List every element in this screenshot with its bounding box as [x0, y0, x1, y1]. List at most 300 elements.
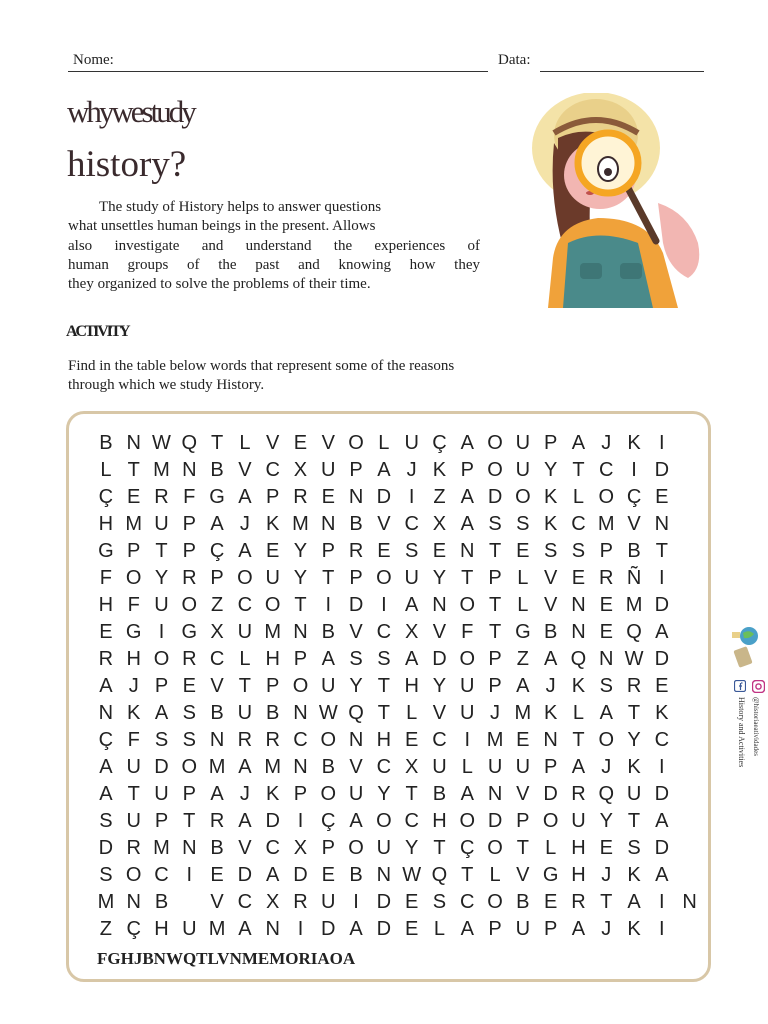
wordsearch-letter[interactable]: K [543, 486, 558, 508]
wordsearch-letter[interactable]: L [517, 594, 529, 616]
wordsearch-letter[interactable]: B [266, 702, 280, 724]
wordsearch-letter[interactable]: G [98, 540, 114, 562]
wordsearch-letter[interactable]: W [624, 648, 644, 670]
wordsearch-letter[interactable]: I [659, 918, 665, 940]
wordsearch-letter[interactable]: D [154, 756, 169, 778]
wordsearch-letter[interactable]: X [210, 621, 224, 643]
wordsearch-letter[interactable]: P [154, 675, 169, 697]
wordsearch-letter[interactable]: U [154, 594, 169, 616]
wordsearch-letter[interactable]: O [348, 837, 364, 859]
wordsearch-letter[interactable]: U [154, 783, 169, 805]
wordsearch-letter[interactable]: U [515, 756, 531, 778]
wordsearch-letter[interactable]: O [487, 459, 503, 481]
wordsearch-letter[interactable]: B [210, 459, 224, 481]
wordsearch-letter[interactable]: X [266, 891, 280, 913]
wordsearch-letter[interactable]: D [237, 864, 253, 886]
wordsearch-letter[interactable]: E [321, 864, 335, 886]
wordsearch-letter[interactable]: A [321, 648, 335, 670]
wordsearch-letter[interactable]: V [543, 594, 558, 616]
wordsearch-letter[interactable]: O [376, 810, 392, 832]
wordsearch-letter[interactable]: V [377, 513, 391, 535]
wordsearch-letter[interactable]: S [404, 540, 419, 562]
wordsearch-letter[interactable]: E [404, 918, 419, 940]
wordsearch-letter[interactable]: X [432, 513, 447, 535]
wordsearch-letter[interactable]: P [266, 486, 280, 508]
wordsearch-letter[interactable]: L [239, 432, 251, 454]
wordsearch-letter[interactable]: P [293, 648, 308, 670]
wordsearch-letter[interactable]: M [264, 756, 282, 778]
wordsearch-letter[interactable]: P [543, 432, 558, 454]
wordsearch-letter[interactable]: R [626, 675, 642, 697]
wordsearch-letter[interactable]: O [542, 810, 559, 832]
wordsearch-letter[interactable]: T [600, 891, 613, 913]
wordsearch-letter[interactable]: T [294, 594, 307, 616]
wordsearch-letter[interactable]: T [127, 783, 140, 805]
wordsearch-letter[interactable]: Y [349, 675, 363, 697]
wordsearch-letter[interactable]: V [266, 432, 280, 454]
wordsearch-letter[interactable]: O [264, 594, 281, 616]
wordsearch-letter[interactable]: A [543, 648, 558, 670]
wordsearch-letter[interactable]: P [321, 540, 335, 562]
wordsearch-letter[interactable]: D [487, 810, 503, 832]
wordsearch-letter[interactable]: U [432, 756, 447, 778]
wordsearch-letter[interactable]: E [266, 540, 280, 562]
wordsearch-letter[interactable]: V [432, 702, 447, 724]
wordsearch-letter[interactable]: K [266, 513, 280, 535]
wordsearch-letter[interactable]: P [488, 567, 502, 589]
wordsearch-letter[interactable]: C [154, 864, 169, 886]
wordsearch-letter[interactable]: R [182, 648, 197, 670]
wordsearch-letter[interactable]: M [514, 702, 532, 724]
wordsearch-letter[interactable]: E [599, 594, 613, 616]
wordsearch-letter[interactable]: A [404, 594, 419, 616]
wordsearch-letter[interactable]: B [432, 783, 447, 805]
wordsearch-letter[interactable]: P [488, 918, 502, 940]
wordsearch-letter[interactable]: N [293, 702, 308, 724]
wordsearch-letter[interactable]: U [515, 459, 531, 481]
wordsearch-letter[interactable]: M [264, 621, 282, 643]
wordsearch-letter[interactable]: D [293, 864, 308, 886]
wordsearch-letter[interactable]: P [321, 837, 335, 859]
wordsearch-letter[interactable]: A [460, 486, 474, 508]
wordsearch-letter[interactable]: E [404, 891, 419, 913]
wordsearch-letter[interactable]: S [627, 837, 641, 859]
wordsearch-letter[interactable]: N [98, 702, 114, 724]
wordsearch-letter[interactable]: M [153, 459, 170, 481]
wordsearch-letter[interactable]: T [461, 567, 474, 589]
wordsearch-letter[interactable]: A [599, 702, 613, 724]
wordsearch-letter[interactable]: B [627, 540, 641, 562]
wordsearch-letter[interactable]: P [127, 540, 141, 562]
wordsearch-letter[interactable]: P [349, 459, 363, 481]
wordsearch-letter[interactable]: A [571, 756, 586, 778]
wordsearch-letter[interactable]: Q [626, 621, 642, 643]
wordsearch-letter[interactable]: T [127, 459, 140, 481]
wordsearch-letter[interactable]: I [408, 486, 415, 508]
wordsearch-letter[interactable]: I [659, 891, 665, 913]
wordsearch-letter[interactable]: H [376, 729, 392, 751]
wordsearch-letter[interactable]: A [404, 648, 419, 670]
wordsearch-letter[interactable]: U [154, 513, 169, 535]
wordsearch-letter[interactable]: E [404, 729, 419, 751]
wordsearch-letter[interactable]: L [489, 864, 501, 886]
wordsearch-letter[interactable]: N [376, 864, 392, 886]
wordsearch-letter[interactable]: N [293, 621, 308, 643]
wordsearch-letter[interactable]: R [265, 729, 280, 751]
wordsearch-letter[interactable]: X [404, 621, 419, 643]
wordsearch-letter[interactable]: P [154, 810, 169, 832]
wordsearch-letter[interactable]: K [571, 675, 586, 697]
wordsearch-letter[interactable]: K [627, 918, 641, 940]
wordsearch-letter[interactable]: R [98, 648, 114, 670]
wordsearch-letter[interactable]: O [292, 675, 309, 697]
wordsearch-letter[interactable]: D [432, 648, 447, 670]
wordsearch-letter[interactable]: S [182, 729, 196, 751]
wordsearch-letter[interactable]: K [627, 432, 641, 454]
wordsearch-letter[interactable]: F [99, 567, 112, 589]
wordsearch-letter[interactable]: O [125, 567, 142, 589]
wordsearch-letter[interactable]: L [433, 918, 446, 940]
wordsearch-letter[interactable]: N [654, 513, 670, 535]
wordsearch-letter[interactable]: P [349, 567, 363, 589]
wordsearch-letter[interactable]: D [654, 648, 670, 670]
wordsearch-letter[interactable]: K [127, 702, 141, 724]
wordsearch-letter[interactable]: I [297, 810, 304, 832]
wordsearch-letter[interactable]: T [627, 702, 641, 724]
wordsearch-letter[interactable]: C [571, 513, 586, 535]
wordsearch-letter[interactable]: I [659, 432, 665, 454]
wordsearch-letter[interactable]: R [348, 540, 364, 562]
wordsearch-letter[interactable]: P [488, 648, 502, 670]
wordsearch-letter[interactable]: O [320, 729, 337, 751]
wordsearch-letter[interactable]: N [265, 918, 280, 940]
wordsearch-letter[interactable]: I [381, 594, 387, 616]
wordsearch-letter[interactable]: M [597, 513, 615, 535]
wordsearch-letter[interactable]: S [99, 810, 113, 832]
wordsearch-letter[interactable]: C [209, 648, 225, 670]
wordsearch-letter[interactable]: E [655, 486, 669, 508]
wordsearch-letter[interactable]: G [515, 621, 531, 643]
wordsearch-letter[interactable]: A [266, 864, 280, 886]
wordsearch-letter[interactable]: E [599, 837, 613, 859]
wordsearch-letter[interactable]: I [659, 567, 665, 589]
wordsearch-letter[interactable]: D [98, 837, 114, 859]
wordsearch-letter[interactable]: P [182, 513, 196, 535]
wordsearch-letter[interactable]: Y [377, 783, 391, 805]
wordsearch-letter[interactable]: R [182, 567, 197, 589]
wordsearch-letter[interactable]: X [293, 837, 308, 859]
wordsearch-letter[interactable]: A [655, 810, 669, 832]
wordsearch-letter[interactable]: B [516, 891, 530, 913]
wordsearch-letter[interactable]: E [543, 891, 558, 913]
wordsearch-letter[interactable]: Ç [98, 729, 114, 751]
wordsearch-letter[interactable]: N [432, 594, 447, 616]
wordsearch-letter[interactable]: M [625, 594, 643, 616]
wordsearch-letter[interactable]: O [348, 432, 364, 454]
wordsearch-letter[interactable]: O [125, 864, 142, 886]
wordsearch-letter[interactable]: T [488, 621, 502, 643]
wordsearch-letter[interactable]: T [405, 783, 418, 805]
wordsearch-letter[interactable]: L [545, 837, 557, 859]
wordsearch-letter[interactable]: J [545, 675, 556, 697]
wordsearch-letter[interactable]: I [158, 621, 165, 643]
wordsearch-letter[interactable]: L [461, 756, 473, 778]
wordsearch-letter[interactable]: W [152, 432, 171, 454]
wordsearch-letter[interactable]: U [404, 567, 419, 589]
wordsearch-letter[interactable]: E [99, 621, 113, 643]
wordsearch-letter[interactable]: C [599, 459, 614, 481]
wordsearch-letter[interactable]: A [99, 675, 113, 697]
wordsearch-letter[interactable]: O [515, 486, 531, 508]
wordsearch-letter[interactable]: I [659, 756, 665, 778]
wordsearch-letter[interactable]: D [654, 837, 670, 859]
wordsearch-letter[interactable]: S [571, 540, 586, 562]
wordsearch-letter[interactable]: I [631, 459, 637, 481]
wordsearch-letter[interactable]: U [376, 837, 392, 859]
wordsearch-letter[interactable]: N [543, 729, 558, 751]
wordsearch-letter[interactable]: C [265, 837, 280, 859]
wordsearch-letter[interactable]: X [293, 459, 308, 481]
wordsearch-letter[interactable]: V [516, 783, 530, 805]
wordsearch-letter[interactable]: A [154, 702, 169, 724]
wordsearch-letter[interactable]: Y [432, 675, 447, 697]
wordsearch-letter[interactable]: A [571, 918, 586, 940]
wordsearch-letter[interactable]: S [349, 648, 363, 670]
wordsearch-letter[interactable]: K [266, 783, 280, 805]
wordsearch-letter[interactable]: D [654, 594, 670, 616]
wordsearch-letter[interactable]: A [516, 675, 530, 697]
wordsearch-letter[interactable]: N [599, 648, 614, 670]
wordsearch-letter[interactable]: Ç [98, 486, 114, 508]
wordsearch-letter[interactable]: U [515, 432, 531, 454]
wordsearch-letter[interactable]: R [209, 810, 225, 832]
wordsearch-letter[interactable]: A [460, 513, 474, 535]
wordsearch-letter[interactable]: E [571, 567, 586, 589]
wordsearch-letter[interactable]: Z [210, 594, 224, 616]
wordsearch-letter[interactable]: B [99, 432, 113, 454]
wordsearch-letter[interactable]: R [599, 567, 614, 589]
wordsearch-letter[interactable]: O [376, 567, 392, 589]
wordsearch-letter[interactable]: N [682, 891, 697, 913]
wordsearch-letter[interactable]: U [460, 702, 475, 724]
wordsearch-letter[interactable]: H [98, 513, 114, 535]
wordsearch-letter[interactable]: A [460, 432, 474, 454]
wordsearch-letter[interactable]: I [353, 891, 359, 913]
wordsearch-letter[interactable]: P [293, 783, 308, 805]
wordsearch-letter[interactable]: O [598, 486, 615, 508]
wordsearch-letter[interactable]: B [543, 621, 558, 643]
wordsearch-letter[interactable]: M [292, 513, 309, 535]
wordsearch-letter[interactable]: O [487, 432, 503, 454]
wordsearch-letter[interactable]: H [404, 675, 419, 697]
wordsearch-letter[interactable]: A [99, 756, 113, 778]
wordsearch-letter[interactable]: H [126, 648, 141, 670]
wordsearch-letter[interactable]: C [237, 594, 253, 616]
wordsearch-letter[interactable]: L [572, 486, 584, 508]
wordsearch-letter[interactable]: T [377, 675, 390, 697]
wordsearch-letter[interactable]: Z [99, 918, 112, 940]
wordsearch-letter[interactable]: T [516, 837, 529, 859]
wordsearch-letter[interactable]: L [406, 702, 418, 724]
wordsearch-letter[interactable]: V [516, 864, 530, 886]
wordsearch-letter[interactable]: B [210, 702, 224, 724]
wordsearch-letter[interactable]: M [208, 918, 226, 940]
wordsearch-letter[interactable]: A [238, 486, 252, 508]
wordsearch-letter[interactable]: V [543, 567, 558, 589]
wordsearch-letter[interactable]: Y [404, 837, 419, 859]
wordsearch-letter[interactable]: E [127, 486, 141, 508]
wordsearch-letter[interactable]: R [571, 783, 586, 805]
wordsearch-letter[interactable]: L [239, 648, 251, 670]
wordsearch-letter[interactable]: B [154, 891, 169, 913]
wordsearch-letter[interactable]: S [543, 540, 558, 562]
wordsearch-letter[interactable]: L [517, 567, 529, 589]
wordsearch-letter[interactable]: Q [181, 432, 198, 454]
wordsearch-letter[interactable]: K [627, 864, 641, 886]
wordsearch-letter[interactable]: U [404, 432, 419, 454]
wordsearch-letter[interactable]: P [210, 567, 224, 589]
wordsearch-letter[interactable]: P [516, 810, 530, 832]
wordsearch-letter[interactable]: R [571, 891, 586, 913]
wordsearch-letter[interactable]: R [293, 891, 308, 913]
wordsearch-letter[interactable]: G [542, 864, 559, 886]
wordsearch-letter[interactable]: N [126, 891, 141, 913]
wordsearch-letter[interactable]: C [460, 891, 475, 913]
wordsearch-letter[interactable]: I [464, 729, 471, 751]
wordsearch-letter[interactable]: T [488, 594, 502, 616]
wordsearch-letter[interactable]: U [321, 891, 336, 913]
wordsearch-letter[interactable]: U [626, 783, 642, 805]
wordsearch-letter[interactable]: U [515, 918, 531, 940]
wordsearch-letter[interactable]: P [182, 540, 196, 562]
wordsearch-letter[interactable]: F [127, 729, 140, 751]
wordsearch-letter[interactable]: K [627, 756, 641, 778]
wordsearch-letter[interactable]: B [321, 621, 335, 643]
wordsearch-letter[interactable]: J [406, 459, 417, 481]
wordsearch-letter[interactable]: T [210, 432, 224, 454]
wordsearch-letter[interactable]: D [265, 810, 280, 832]
wordsearch-letter[interactable]: R [293, 486, 308, 508]
wordsearch-letter[interactable]: N [571, 594, 586, 616]
wordsearch-letter[interactable]: T [627, 810, 641, 832]
wordsearch-letter[interactable]: A [238, 540, 252, 562]
wordsearch-letter[interactable]: J [601, 432, 612, 454]
wordsearch-letter[interactable]: Y [293, 540, 308, 562]
wordsearch-letter[interactable]: J [601, 918, 612, 940]
wordsearch-letter[interactable]: O [320, 783, 337, 805]
wordsearch-letter[interactable]: Y [154, 567, 169, 589]
wordsearch-letter[interactable]: U [348, 783, 364, 805]
wordsearch-letter[interactable]: F [127, 594, 140, 616]
wordsearch-letter[interactable]: U [321, 459, 336, 481]
wordsearch-letter[interactable]: A [655, 864, 669, 886]
wordsearch-letter[interactable]: E [432, 540, 447, 562]
wordsearch-letter[interactable]: C [237, 891, 253, 913]
wordsearch-letter[interactable]: A [210, 783, 224, 805]
wordsearch-letter[interactable]: E [599, 621, 613, 643]
wordsearch-letter[interactable]: Q [348, 702, 364, 724]
wordsearch-letter[interactable]: M [153, 837, 170, 859]
wordsearch-letter[interactable]: Y [432, 567, 447, 589]
wordsearch-letter[interactable]: S [488, 513, 502, 535]
wordsearch-letter[interactable]: X [404, 756, 419, 778]
wordsearch-letter[interactable]: T [377, 702, 390, 724]
wordsearch-letter[interactable]: J [128, 675, 139, 697]
wordsearch-letter[interactable]: A [99, 783, 113, 805]
wordsearch-letter[interactable]: B [210, 837, 224, 859]
wordsearch-letter[interactable]: B [349, 513, 363, 535]
wordsearch-letter[interactable]: D [376, 486, 392, 508]
wordsearch-letter[interactable]: C [404, 513, 419, 535]
wordsearch-letter[interactable]: K [655, 702, 669, 724]
wordsearch-letter[interactable]: N [321, 513, 336, 535]
wordsearch-letter[interactable]: H [98, 594, 114, 616]
wordsearch-letter[interactable]: Ç [626, 486, 642, 508]
wordsearch-letter[interactable]: T [155, 540, 168, 562]
wordsearch-letter[interactable]: H [432, 810, 447, 832]
wordsearch-letter[interactable]: D [321, 918, 336, 940]
wordsearch-letter[interactable]: Z [433, 486, 446, 508]
wordsearch-letter[interactable]: K [543, 513, 558, 535]
wordsearch-letter[interactable]: A [210, 513, 224, 535]
wordsearch-letter[interactable]: D [654, 459, 670, 481]
wordsearch-letter[interactable]: E [182, 675, 196, 697]
wordsearch-letter[interactable]: L [572, 702, 584, 724]
wordsearch-letter[interactable]: P [182, 783, 196, 805]
wordsearch-letter[interactable]: Y [293, 567, 308, 589]
wordsearch-letter[interactable]: A [349, 918, 363, 940]
wordsearch-letter[interactable]: T [655, 540, 668, 562]
wordsearch-letter[interactable]: Ç [126, 918, 141, 940]
wordsearch-letter[interactable]: V [321, 432, 335, 454]
wordsearch-letter[interactable]: N [571, 621, 586, 643]
wordsearch-letter[interactable]: J [601, 756, 612, 778]
wordsearch-letter[interactable]: D [487, 486, 503, 508]
wordsearch-letter[interactable]: E [516, 540, 530, 562]
wordsearch-letter[interactable]: V [627, 513, 641, 535]
wordsearch-letter[interactable]: U [265, 567, 280, 589]
wordsearch-letter[interactable]: D [348, 594, 364, 616]
wordsearch-letter[interactable]: A [627, 891, 641, 913]
wordsearch-letter[interactable]: Q [598, 783, 615, 805]
wordsearch-letter[interactable]: O [459, 648, 476, 670]
wordsearch-letter[interactable]: Y [627, 729, 641, 751]
wordsearch-letter[interactable]: G [209, 486, 225, 508]
wordsearch-letter[interactable]: M [208, 756, 226, 778]
wordsearch-letter[interactable]: A [238, 756, 252, 778]
wordsearch-letter[interactable]: D [376, 891, 392, 913]
wordsearch-letter[interactable]: A [238, 810, 252, 832]
wordsearch-letter[interactable]: E [516, 729, 530, 751]
wordsearch-letter[interactable]: U [460, 675, 475, 697]
wordsearch-letter[interactable]: D [543, 783, 558, 805]
wordsearch-letter[interactable]: U [126, 810, 141, 832]
wordsearch-letter[interactable]: M [486, 729, 504, 751]
wordsearch-letter[interactable]: J [239, 783, 250, 805]
wordsearch-letter[interactable]: B [321, 756, 335, 778]
wordsearch-letter[interactable]: H [154, 918, 169, 940]
wordsearch-letter[interactable]: S [154, 729, 169, 751]
wordsearch-letter[interactable]: C [432, 729, 447, 751]
wordsearch-letter[interactable]: A [655, 621, 669, 643]
wordsearch-letter[interactable]: T [461, 864, 474, 886]
wordsearch-letter[interactable]: V [210, 891, 224, 913]
wordsearch-letter[interactable]: C [293, 729, 308, 751]
wordsearch-letter[interactable]: N [126, 432, 141, 454]
wordsearch-letter[interactable]: P [599, 540, 613, 562]
wordsearch-letter[interactable]: N [487, 783, 503, 805]
wordsearch-letter[interactable]: C [376, 621, 392, 643]
